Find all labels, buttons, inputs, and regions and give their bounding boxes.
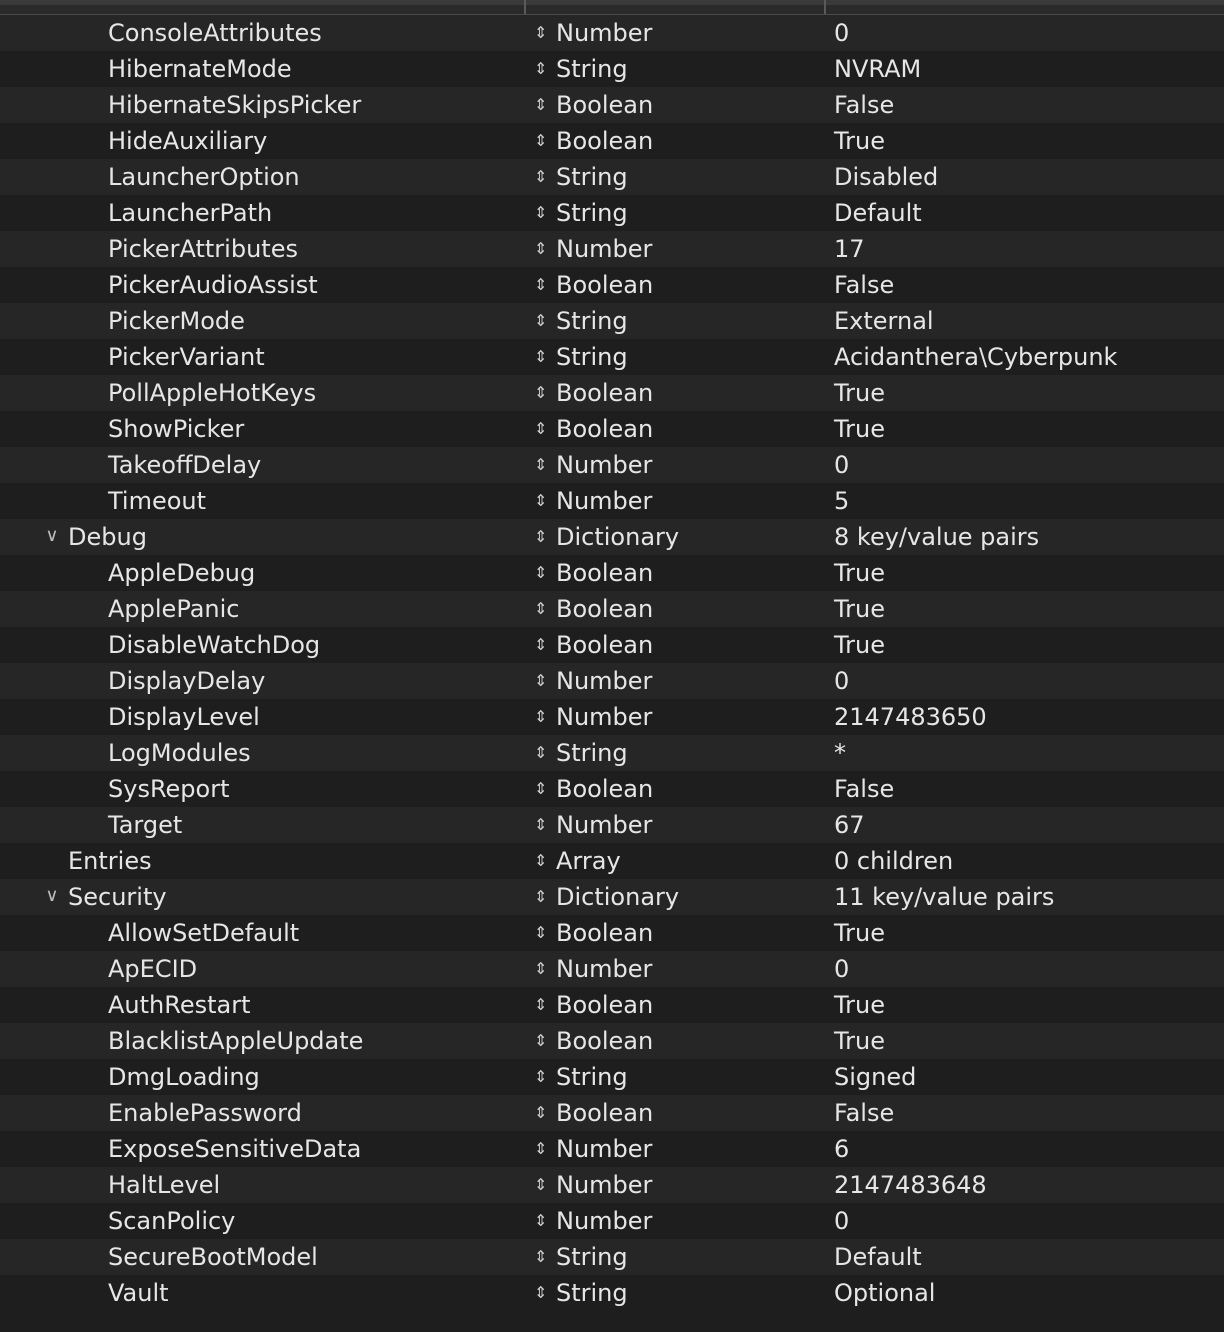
row-type: Number bbox=[556, 487, 653, 515]
row-type-popup[interactable] bbox=[534, 1203, 653, 1239]
plist-row[interactable] bbox=[0, 591, 1224, 627]
row-value[interactable]: True bbox=[834, 379, 885, 407]
row-key[interactable]: HaltLevel bbox=[108, 1171, 221, 1199]
row-key[interactable]: Debug bbox=[68, 523, 147, 551]
plist-row[interactable] bbox=[0, 1059, 1224, 1095]
header-type-column[interactable] bbox=[526, 0, 825, 14]
row-key[interactable]: PickerAttributes bbox=[108, 235, 298, 263]
row-type: Boolean bbox=[556, 595, 654, 623]
row-key[interactable]: HideAuxiliary bbox=[108, 127, 268, 155]
row-value[interactable]: True bbox=[834, 559, 885, 587]
row-type-popup[interactable] bbox=[534, 267, 654, 303]
plist-row[interactable] bbox=[0, 15, 1224, 51]
stepper-arrows-icon[interactable]: ⇕ bbox=[534, 1283, 548, 1302]
plist-row[interactable] bbox=[0, 555, 1224, 591]
row-type: Boolean bbox=[556, 919, 654, 947]
row-type: Number bbox=[556, 235, 653, 263]
stepper-arrows-icon[interactable]: ⇕ bbox=[534, 419, 548, 438]
row-key[interactable]: DisplayLevel bbox=[108, 703, 260, 731]
row-value[interactable]: Signed bbox=[834, 1063, 917, 1091]
row-value[interactable]: True bbox=[834, 919, 885, 947]
row-key[interactable]: HibernateSkipsPicker bbox=[108, 91, 362, 119]
row-key[interactable]: AppleDebug bbox=[108, 559, 256, 587]
stepper-arrows-icon[interactable]: ⇕ bbox=[534, 1211, 548, 1230]
row-type: Array bbox=[556, 847, 621, 875]
row-value[interactable]: 0 bbox=[834, 1207, 850, 1235]
row-key[interactable]: ScanPolicy bbox=[108, 1207, 236, 1235]
row-type: Boolean bbox=[556, 775, 654, 803]
stepper-arrows-icon[interactable]: ⇕ bbox=[534, 131, 548, 150]
row-type-popup[interactable] bbox=[534, 123, 654, 159]
row-type-popup[interactable] bbox=[534, 843, 621, 879]
stepper-arrows-icon[interactable]: ⇕ bbox=[534, 491, 548, 510]
row-value[interactable]: True bbox=[834, 127, 885, 155]
stepper-arrows-icon[interactable]: ⇕ bbox=[534, 599, 548, 618]
plist-row[interactable] bbox=[0, 87, 1224, 123]
plist-row[interactable] bbox=[0, 807, 1224, 843]
row-type-popup[interactable] bbox=[534, 663, 653, 699]
row-type-popup[interactable] bbox=[534, 411, 654, 447]
row-key[interactable]: TakeoffDelay bbox=[108, 451, 262, 479]
plist-row[interactable] bbox=[0, 699, 1224, 735]
row-type-popup[interactable] bbox=[534, 15, 653, 51]
stepper-arrows-icon[interactable]: ⇕ bbox=[534, 311, 548, 330]
stepper-arrows-icon[interactable]: ⇕ bbox=[534, 563, 548, 582]
row-key[interactable]: PickerMode bbox=[108, 307, 245, 335]
stepper-arrows-icon[interactable]: ⇕ bbox=[534, 383, 548, 402]
row-type: Number bbox=[556, 1207, 653, 1235]
row-type: String bbox=[556, 343, 628, 371]
row-value[interactable]: False bbox=[834, 1099, 895, 1127]
row-value[interactable]: True bbox=[834, 415, 885, 443]
row-key[interactable]: Vault bbox=[108, 1279, 169, 1307]
row-value[interactable]: Optional bbox=[834, 1279, 936, 1307]
row-type-popup[interactable] bbox=[534, 699, 653, 735]
row-type-popup[interactable] bbox=[534, 303, 628, 339]
chevron-down-icon[interactable]: ∨ bbox=[45, 525, 59, 546]
row-key[interactable]: BlacklistAppleUpdate bbox=[108, 1027, 364, 1055]
stepper-arrows-icon[interactable]: ⇕ bbox=[534, 779, 548, 798]
row-value[interactable]: 67 bbox=[834, 811, 865, 839]
row-type-popup[interactable] bbox=[534, 87, 654, 123]
plist-row[interactable] bbox=[0, 483, 1224, 519]
row-type-popup[interactable] bbox=[534, 987, 654, 1023]
row-type: Dictionary bbox=[556, 883, 680, 911]
plist-row[interactable] bbox=[0, 231, 1224, 267]
stepper-arrows-icon[interactable]: ⇕ bbox=[534, 995, 548, 1014]
row-type-popup[interactable] bbox=[534, 1059, 628, 1095]
row-key[interactable]: DisplayDelay bbox=[108, 667, 266, 695]
plist-row[interactable] bbox=[0, 375, 1224, 411]
header-key-column[interactable] bbox=[0, 0, 525, 14]
row-type: Boolean bbox=[556, 991, 654, 1019]
row-value[interactable]: 0 bbox=[834, 955, 850, 983]
plist-row[interactable] bbox=[0, 303, 1224, 339]
row-type-popup[interactable] bbox=[534, 519, 680, 555]
plist-row[interactable] bbox=[0, 843, 1224, 879]
row-type: String bbox=[556, 163, 628, 191]
stepper-arrows-icon[interactable]: ⇕ bbox=[534, 743, 548, 762]
row-type: Boolean bbox=[556, 631, 654, 659]
stepper-arrows-icon[interactable]: ⇕ bbox=[534, 239, 548, 258]
row-key[interactable]: LogModules bbox=[108, 739, 251, 767]
stepper-arrows-icon[interactable]: ⇕ bbox=[534, 527, 548, 546]
row-type-popup[interactable] bbox=[534, 1167, 653, 1203]
chevron-down-icon[interactable]: ∨ bbox=[45, 885, 59, 906]
row-key[interactable]: Timeout bbox=[108, 487, 207, 515]
row-type-popup[interactable] bbox=[534, 915, 654, 951]
row-value[interactable]: 11 key/value pairs bbox=[834, 883, 1055, 911]
header-value-column[interactable] bbox=[826, 0, 1224, 14]
row-key[interactable]: EnablePassword bbox=[108, 1099, 302, 1127]
plist-row[interactable] bbox=[0, 519, 1224, 555]
stepper-arrows-icon[interactable]: ⇕ bbox=[534, 59, 548, 78]
row-type-popup[interactable] bbox=[534, 771, 654, 807]
row-type: Boolean bbox=[556, 1027, 654, 1055]
stepper-arrows-icon[interactable]: ⇕ bbox=[534, 167, 548, 186]
row-type-popup[interactable] bbox=[534, 735, 628, 771]
stepper-arrows-icon[interactable]: ⇕ bbox=[534, 707, 548, 726]
row-key[interactable]: LauncherOption bbox=[108, 163, 300, 191]
row-type-popup[interactable] bbox=[534, 231, 653, 267]
stepper-arrows-icon[interactable]: ⇕ bbox=[534, 275, 548, 294]
row-value[interactable]: 0 children bbox=[834, 847, 954, 875]
row-type-popup[interactable] bbox=[534, 1095, 654, 1131]
plist-row[interactable] bbox=[0, 447, 1224, 483]
row-type: String bbox=[556, 1279, 628, 1307]
row-value[interactable]: External bbox=[834, 307, 934, 335]
stepper-arrows-icon[interactable]: ⇕ bbox=[534, 23, 548, 42]
plist-row[interactable] bbox=[0, 771, 1224, 807]
row-key[interactable]: SysReport bbox=[108, 775, 230, 803]
row-value[interactable]: True bbox=[834, 1027, 885, 1055]
row-value[interactable]: 8 key/value pairs bbox=[834, 523, 1040, 551]
row-type-popup[interactable] bbox=[534, 1239, 628, 1275]
stepper-arrows-icon[interactable]: ⇕ bbox=[534, 1139, 548, 1158]
row-value[interactable]: False bbox=[834, 91, 895, 119]
row-key[interactable]: ShowPicker bbox=[108, 415, 245, 443]
row-key[interactable]: ConsoleAttributes bbox=[108, 19, 322, 47]
row-type-popup[interactable] bbox=[534, 339, 628, 375]
row-value[interactable]: NVRAM bbox=[834, 55, 922, 83]
row-type-popup[interactable] bbox=[534, 1131, 653, 1167]
row-value[interactable]: False bbox=[834, 775, 895, 803]
row-type: String bbox=[556, 1243, 628, 1271]
row-type: Boolean bbox=[556, 127, 654, 155]
row-key[interactable]: DmgLoading bbox=[108, 1063, 260, 1091]
row-value[interactable]: True bbox=[834, 631, 885, 659]
row-type-popup[interactable] bbox=[534, 51, 628, 87]
stepper-arrows-icon[interactable]: ⇕ bbox=[534, 1067, 548, 1086]
stepper-arrows-icon[interactable]: ⇕ bbox=[534, 455, 548, 474]
row-key[interactable]: Target bbox=[108, 811, 183, 839]
row-value[interactable]: Disabled bbox=[834, 163, 939, 191]
plist-row[interactable] bbox=[0, 411, 1224, 447]
plist-row[interactable] bbox=[0, 627, 1224, 663]
row-key[interactable]: ApECID bbox=[108, 955, 198, 983]
row-type-popup[interactable] bbox=[534, 447, 653, 483]
row-type-popup[interactable] bbox=[534, 591, 654, 627]
row-value[interactable]: 17 bbox=[834, 235, 865, 263]
row-key[interactable]: AuthRestart bbox=[108, 991, 251, 1019]
row-type: Number bbox=[556, 1135, 653, 1163]
row-type: Boolean bbox=[556, 271, 654, 299]
stepper-arrows-icon[interactable]: ⇕ bbox=[534, 1031, 548, 1050]
row-value[interactable]: Default bbox=[834, 1243, 922, 1271]
row-type-popup[interactable] bbox=[534, 1275, 628, 1311]
plist-row[interactable] bbox=[0, 987, 1224, 1023]
stepper-arrows-icon[interactable]: ⇕ bbox=[534, 1175, 548, 1194]
row-key[interactable]: PickerAudioAssist bbox=[108, 271, 318, 299]
row-value[interactable]: True bbox=[834, 991, 885, 1019]
row-value[interactable]: 0 bbox=[834, 451, 850, 479]
plist-row[interactable] bbox=[0, 1167, 1224, 1203]
plist-row[interactable] bbox=[0, 51, 1224, 87]
row-value[interactable]: Acidanthera\Cyberpunk bbox=[834, 343, 1118, 371]
row-value[interactable]: 2147483648 bbox=[834, 1171, 987, 1199]
plist-row[interactable] bbox=[0, 879, 1224, 915]
row-value[interactable]: * bbox=[834, 739, 846, 767]
row-type-popup[interactable] bbox=[534, 1023, 654, 1059]
row-type: Boolean bbox=[556, 415, 654, 443]
row-type: Number bbox=[556, 703, 653, 731]
row-type: Boolean bbox=[556, 379, 654, 407]
row-value[interactable]: 5 bbox=[834, 487, 850, 515]
row-type: Number bbox=[556, 1171, 653, 1199]
plist-row[interactable] bbox=[0, 267, 1224, 303]
row-type: Number bbox=[556, 811, 653, 839]
stepper-arrows-icon[interactable]: ⇕ bbox=[534, 671, 548, 690]
row-value[interactable]: 6 bbox=[834, 1135, 850, 1163]
row-type: Boolean bbox=[556, 91, 654, 119]
row-value[interactable]: False bbox=[834, 271, 895, 299]
stepper-arrows-icon[interactable]: ⇕ bbox=[534, 851, 548, 870]
row-type: Boolean bbox=[556, 559, 654, 587]
row-type: Number bbox=[556, 451, 653, 479]
row-type: String bbox=[556, 739, 628, 767]
plist-row[interactable] bbox=[0, 1275, 1224, 1311]
row-type-popup[interactable] bbox=[534, 195, 628, 231]
row-key[interactable]: HibernateMode bbox=[108, 55, 292, 83]
stepper-arrows-icon[interactable]: ⇕ bbox=[534, 203, 548, 222]
row-value[interactable]: Default bbox=[834, 199, 922, 227]
stepper-arrows-icon[interactable]: ⇕ bbox=[534, 95, 548, 114]
row-type-popup[interactable] bbox=[534, 159, 628, 195]
row-key[interactable]: PollAppleHotKeys bbox=[108, 379, 317, 407]
plist-outline bbox=[0, 15, 1224, 1311]
plist-row[interactable] bbox=[0, 951, 1224, 987]
column-header bbox=[0, 0, 1224, 15]
stepper-arrows-icon[interactable]: ⇕ bbox=[534, 347, 548, 366]
row-value[interactable]: 0 bbox=[834, 19, 850, 47]
stepper-arrows-icon[interactable]: ⇕ bbox=[534, 635, 548, 654]
row-type-popup[interactable] bbox=[534, 951, 653, 987]
row-key[interactable]: DisableWatchDog bbox=[108, 631, 321, 659]
row-type-popup[interactable] bbox=[534, 627, 654, 663]
row-key[interactable]: ExposeSensitiveData bbox=[108, 1135, 362, 1163]
stepper-arrows-icon[interactable]: ⇕ bbox=[534, 923, 548, 942]
plist-row[interactable] bbox=[0, 339, 1224, 375]
row-type-popup[interactable] bbox=[534, 879, 680, 915]
row-value[interactable]: True bbox=[834, 595, 885, 623]
plist-row[interactable] bbox=[0, 1023, 1224, 1059]
row-key[interactable]: PickerVariant bbox=[108, 343, 265, 371]
row-type: Dictionary bbox=[556, 523, 680, 551]
row-type-popup[interactable] bbox=[534, 375, 654, 411]
stepper-arrows-icon[interactable]: ⇕ bbox=[534, 887, 548, 906]
plist-row[interactable] bbox=[0, 1239, 1224, 1275]
row-key[interactable]: SecureBootModel bbox=[108, 1243, 318, 1271]
plist-row[interactable] bbox=[0, 159, 1224, 195]
plist-row[interactable] bbox=[0, 195, 1224, 231]
plist-row[interactable] bbox=[0, 735, 1224, 771]
row-type-popup[interactable] bbox=[534, 483, 653, 519]
row-type-popup[interactable] bbox=[534, 807, 653, 843]
plist-row[interactable] bbox=[0, 915, 1224, 951]
plist-row[interactable] bbox=[0, 1203, 1224, 1239]
plist-row[interactable] bbox=[0, 1131, 1224, 1167]
plist-row[interactable] bbox=[0, 663, 1224, 699]
row-type: String bbox=[556, 1063, 628, 1091]
row-value[interactable]: 0 bbox=[834, 667, 850, 695]
row-key[interactable]: Security bbox=[68, 883, 167, 911]
row-key[interactable]: Entries bbox=[68, 847, 152, 875]
row-value[interactable]: 2147483650 bbox=[834, 703, 987, 731]
plist-row[interactable] bbox=[0, 1095, 1224, 1131]
row-key[interactable]: AllowSetDefault bbox=[108, 919, 300, 947]
plist-row[interactable] bbox=[0, 123, 1224, 159]
row-type: Number bbox=[556, 19, 653, 47]
row-type: String bbox=[556, 199, 628, 227]
row-type: Boolean bbox=[556, 1099, 654, 1127]
stepper-arrows-icon[interactable]: ⇕ bbox=[534, 1103, 548, 1122]
row-type-popup[interactable] bbox=[534, 555, 654, 591]
stepper-arrows-icon[interactable]: ⇕ bbox=[534, 959, 548, 978]
stepper-arrows-icon[interactable]: ⇕ bbox=[534, 1247, 548, 1266]
row-key[interactable]: ApplePanic bbox=[108, 595, 240, 623]
row-type: Number bbox=[556, 955, 653, 983]
row-type: String bbox=[556, 55, 628, 83]
stepper-arrows-icon[interactable]: ⇕ bbox=[534, 815, 548, 834]
row-key[interactable]: LauncherPath bbox=[108, 199, 273, 227]
row-type: Number bbox=[556, 667, 653, 695]
row-type: String bbox=[556, 307, 628, 335]
